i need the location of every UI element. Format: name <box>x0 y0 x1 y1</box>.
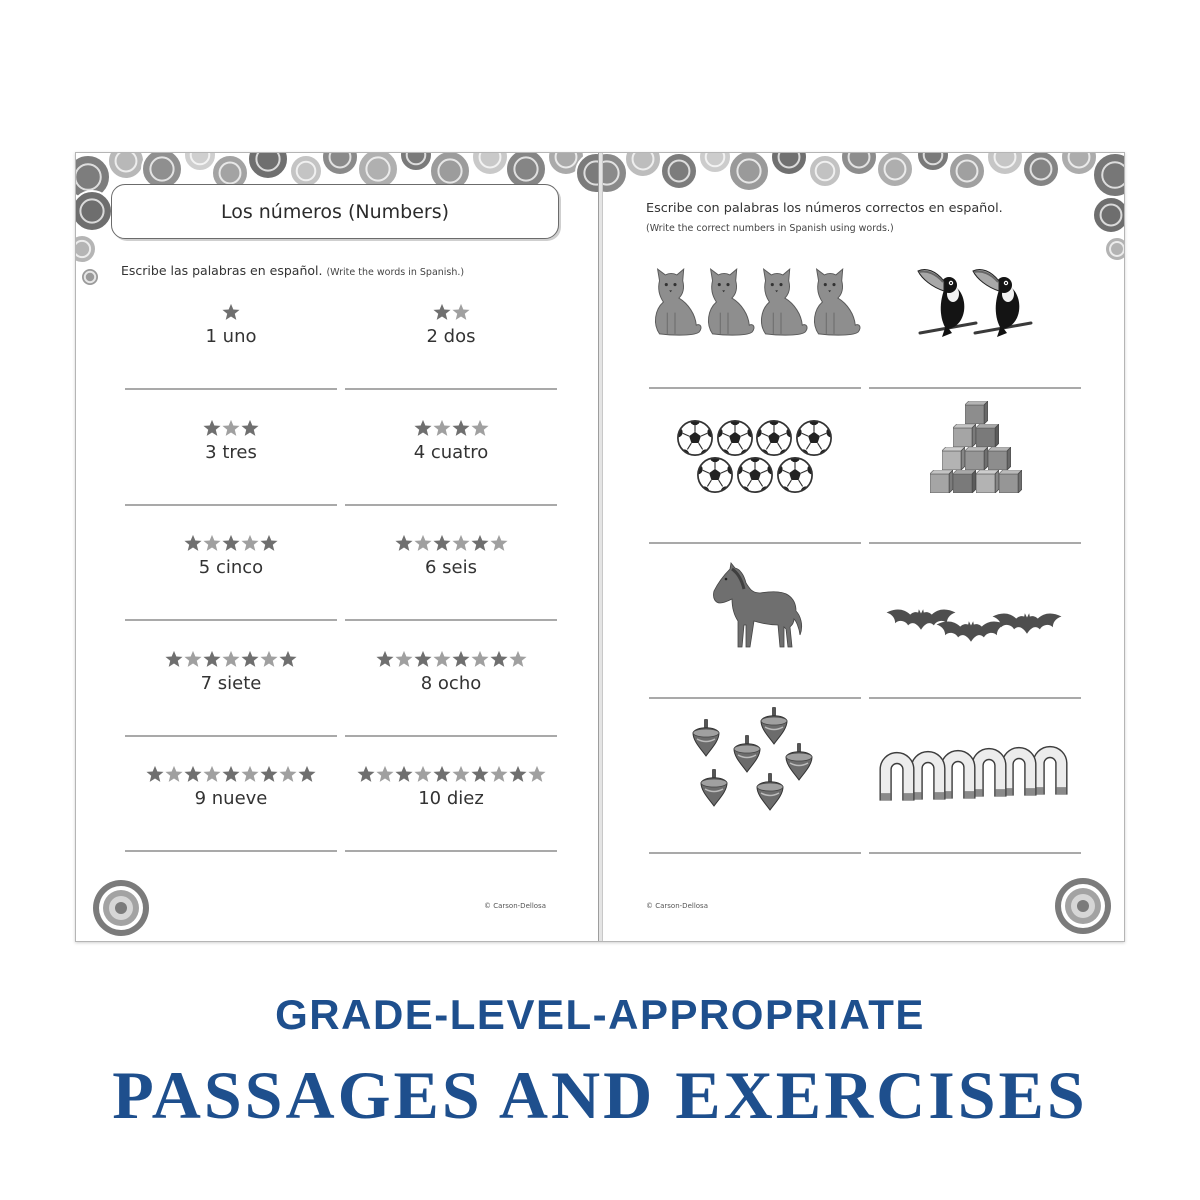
star-icon <box>433 765 451 783</box>
star-icon <box>395 650 413 668</box>
number-word: 5 cinco <box>198 557 264 578</box>
cat-icon <box>646 266 704 336</box>
star-icon <box>165 765 183 783</box>
star-icon <box>357 765 375 783</box>
number-cell <box>125 644 337 760</box>
magnet-icon <box>879 751 915 803</box>
spinning-top-icon <box>691 719 721 757</box>
star-icon <box>433 419 451 437</box>
number-cell <box>345 759 557 875</box>
block-icon <box>953 470 976 493</box>
block-icon <box>999 470 1022 493</box>
number-cell <box>125 759 337 875</box>
number-word: 10 diez <box>418 788 484 809</box>
star-icon <box>376 650 394 668</box>
star-icon <box>222 303 240 321</box>
star-icon <box>376 765 394 783</box>
decorative-circle <box>322 153 358 175</box>
decorative-circle <box>661 153 697 189</box>
decorative-circle <box>841 153 877 175</box>
caption-line-2: PASSAGES AND EXERCISES <box>112 1057 1088 1133</box>
answer-line <box>125 504 337 506</box>
answer-line <box>345 619 557 621</box>
decorative-circle <box>76 191 112 231</box>
star-icon <box>279 765 297 783</box>
star-icon <box>203 534 221 552</box>
number-word: 7 siete <box>200 672 262 694</box>
star-icon <box>433 534 451 552</box>
star-icon <box>528 765 546 783</box>
star-icon <box>165 650 183 668</box>
decorative-circle <box>184 153 216 171</box>
block-icon <box>953 424 976 447</box>
number-cell <box>345 297 557 413</box>
number-cell <box>345 644 557 760</box>
target-icon <box>1054 877 1112 935</box>
picture-cell <box>649 699 861 854</box>
star-icon <box>490 650 508 668</box>
block-icon <box>988 447 1011 470</box>
star-icon <box>471 419 489 437</box>
star-icon <box>241 650 259 668</box>
answer-line <box>125 850 337 852</box>
picture-cell <box>649 544 861 699</box>
instruction <box>121 263 464 281</box>
decorative-circle <box>625 153 661 177</box>
number-word: 4 cuatro <box>413 441 489 463</box>
number-cell <box>345 528 557 644</box>
star-icon <box>241 765 259 783</box>
decorative-circle <box>729 153 769 191</box>
block-icon <box>965 447 988 470</box>
spinning-top-icon <box>759 707 789 745</box>
page-title: Los números (Numbers) <box>220 200 450 223</box>
star-icon <box>395 534 413 552</box>
star-row <box>125 419 337 437</box>
decorative-circle <box>877 153 913 187</box>
number-word: 2 dos <box>426 326 476 347</box>
picture-cell <box>869 699 1081 854</box>
instruction-translation: (Write the correct numbers in Spanish using words.) <box>646 223 894 234</box>
spinning-top-icon <box>755 773 785 811</box>
decorative-circle <box>400 153 432 171</box>
soccer-ball-icon <box>755 419 793 457</box>
star-row <box>125 765 337 783</box>
block-icon <box>976 470 999 493</box>
toucan-icon <box>971 263 1033 337</box>
title-box <box>111 184 559 239</box>
star-icon <box>414 534 432 552</box>
picture-counting-grid <box>649 234 1081 854</box>
star-icon <box>222 650 240 668</box>
star-row <box>345 303 557 321</box>
cat-icon <box>752 266 810 336</box>
soccer-ball-icon <box>716 419 754 457</box>
star-icon <box>260 650 278 668</box>
star-icon <box>490 534 508 552</box>
star-icon <box>452 303 470 321</box>
decorative-circle <box>603 153 627 193</box>
star-icon <box>184 765 202 783</box>
soccer-ball-icon <box>795 419 833 457</box>
decorative-circle <box>699 153 731 173</box>
soccer-ball-icon <box>776 456 814 494</box>
star-row <box>125 534 337 552</box>
decorative-circle <box>290 155 322 187</box>
star-icon <box>452 650 470 668</box>
decorative-circle <box>949 153 985 189</box>
star-icon <box>222 534 240 552</box>
star-row <box>345 650 557 668</box>
number-word: 6 seis <box>424 557 477 578</box>
copyright: © Carson-Dellosa <box>484 902 546 910</box>
star-icon <box>146 765 164 783</box>
star-row <box>345 419 557 437</box>
star-icon <box>414 650 432 668</box>
instruction-translation: (Write the words in Spanish.) <box>326 267 465 278</box>
left-page <box>76 153 598 941</box>
picture-cell <box>869 544 1081 699</box>
star-icon <box>395 765 413 783</box>
star-icon <box>414 419 432 437</box>
decorative-circle <box>1093 197 1124 233</box>
decorative-circle <box>472 153 508 175</box>
decorative-circle <box>987 153 1023 175</box>
answer-line <box>345 735 557 737</box>
star-icon <box>279 650 297 668</box>
instruction-text: Escribe las palabras en español. <box>121 263 323 278</box>
answer-line <box>125 619 337 621</box>
decorative-circle <box>1023 153 1059 187</box>
picture-cell <box>869 234 1081 389</box>
decorative-circle <box>917 153 949 171</box>
number-word-grid <box>125 297 557 877</box>
star-icon <box>184 650 202 668</box>
star-icon <box>222 419 240 437</box>
cat-icon <box>805 266 863 336</box>
spinning-top-icon <box>699 769 729 807</box>
star-icon <box>241 534 259 552</box>
star-icon <box>222 765 240 783</box>
star-row <box>125 303 337 321</box>
answer-line <box>345 388 557 390</box>
star-icon <box>184 534 202 552</box>
decorative-circle <box>771 153 807 175</box>
block-icon <box>930 470 953 493</box>
number-word: 9 nueve <box>194 788 268 809</box>
star-row <box>345 534 557 552</box>
decorative-circle <box>809 155 841 187</box>
star-icon <box>241 419 259 437</box>
picture-cell <box>649 234 861 389</box>
cat-icon <box>699 266 757 336</box>
horse-icon <box>704 561 804 651</box>
number-word: 1 uno <box>205 326 257 347</box>
decorative-circle <box>248 153 288 179</box>
decorative-circle <box>81 268 99 286</box>
star-icon <box>471 765 489 783</box>
soccer-ball-icon <box>736 456 774 494</box>
answer-line <box>649 852 861 854</box>
star-icon <box>433 303 451 321</box>
star-icon <box>298 765 316 783</box>
star-icon <box>260 534 278 552</box>
copyright: © Carson-Dellosa <box>646 902 708 910</box>
star-icon <box>203 419 221 437</box>
workbook-spread <box>75 152 1125 942</box>
star-icon <box>452 765 470 783</box>
block-icon <box>942 447 965 470</box>
block-icon <box>976 424 999 447</box>
number-cell <box>125 297 337 413</box>
decorative-circle <box>1105 237 1124 261</box>
number-cell <box>125 413 337 529</box>
spinning-top-icon <box>732 735 762 773</box>
star-icon <box>452 534 470 552</box>
picture-cell <box>649 389 861 544</box>
decorative-circle <box>108 153 144 179</box>
star-icon <box>203 765 221 783</box>
answer-line <box>345 850 557 852</box>
answer-line <box>345 504 557 506</box>
star-icon <box>203 650 221 668</box>
star-icon <box>509 765 527 783</box>
star-icon <box>471 534 489 552</box>
toucan-icon <box>916 263 978 337</box>
star-icon <box>509 650 527 668</box>
star-row <box>345 765 557 783</box>
number-cell <box>125 528 337 644</box>
soccer-ball-icon <box>676 419 714 457</box>
star-icon <box>260 765 278 783</box>
number-cell <box>345 413 557 529</box>
block-icon <box>965 401 988 424</box>
answer-line <box>125 388 337 390</box>
spinning-top-icon <box>784 743 814 781</box>
number-word: 3 tres <box>205 441 257 463</box>
answer-line <box>869 852 1081 854</box>
star-icon <box>414 765 432 783</box>
star-icon <box>471 650 489 668</box>
star-icon <box>452 419 470 437</box>
right-page <box>603 153 1124 941</box>
bat-icon <box>991 610 1063 638</box>
soccer-ball-icon <box>696 456 734 494</box>
decorative-circle <box>76 235 96 263</box>
answer-line <box>125 735 337 737</box>
instruction-text: Escribe con palabras los números correctos en español. <box>646 201 1003 216</box>
picture-cell <box>869 389 1081 544</box>
decorative-circle <box>1061 153 1097 175</box>
number-word: 8 ocho <box>420 672 482 694</box>
star-icon <box>490 765 508 783</box>
target-icon <box>92 879 150 937</box>
caption-line-1: GRADE-LEVEL-APPROPRIATE <box>275 991 925 1038</box>
star-row <box>125 650 337 668</box>
star-icon <box>433 650 451 668</box>
